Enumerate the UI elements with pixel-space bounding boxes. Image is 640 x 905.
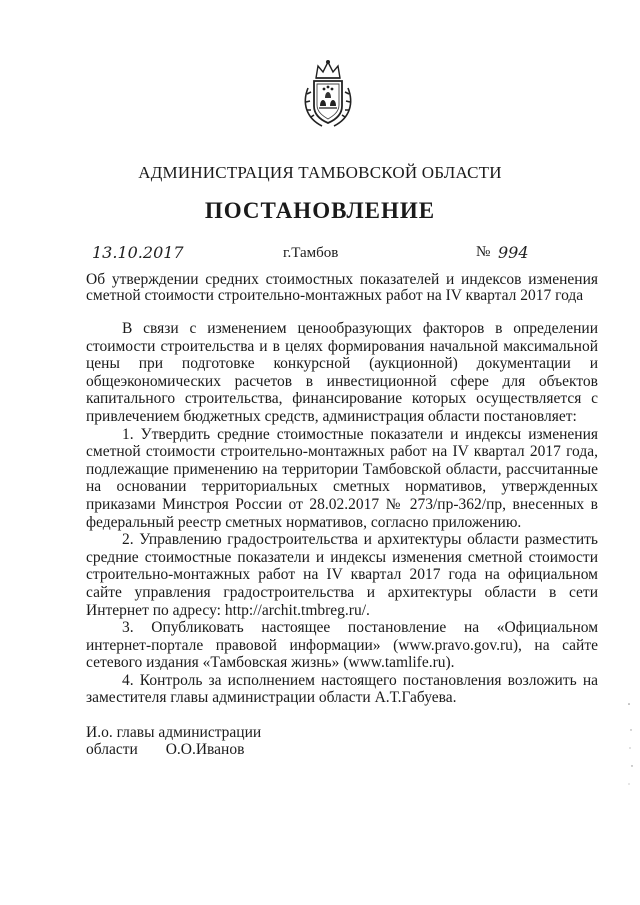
signature-block	[86, 724, 261, 758]
clause-2: 2. Управлению градостроительства и архитектуры области разместить средние стоимостные показатели и индексы изменения сметной стоимости строительно-монтажных работ на IV квартал 2017 года на официальном сайте управления градостроительства и архитектуры области в сети Интернет по адресу: http://archit.tmbreg.ru/.	[86, 531, 598, 619]
document-date: 13.10.2017	[92, 243, 184, 262]
signer-position: И.о. главы администрации	[86, 724, 262, 741]
signer-name: О.О.Иванов	[165, 741, 245, 758]
coat-of-arms-icon	[298, 58, 358, 130]
signer-position-region: области	[86, 741, 138, 758]
preamble-paragraph: В связи с изменением ценообразующих факторов в определении стоимости строительства и в целях формирования начальной максимальной цены при подготовке конкурсной (аукционной) документации и общеэкономических расчетов в инвестиционной сфере для объектов капитального строительства, финансирование которых осуществляется с привлечением бюджетных средств, администрация области постановляет:	[86, 320, 598, 425]
clause-4: 4. Контроль за исполнением настоящего постановления возложить на заместителя главы администрации области А.Т.Габуева.	[86, 671, 598, 707]
document-number: 994	[498, 243, 529, 262]
scan-artifacts	[620, 700, 636, 790]
document-body	[86, 320, 598, 707]
document-number-label: №	[476, 244, 491, 260]
clause-1: 1. Утвердить средние стоимостные показатели и индексы изменения сметной стоимости строительно-монтажных работ на IV квартал 2017 года, подлежащие применению на территории Тамбовской области, рассчитанные на основании территориальных сметных нормативов, утвержденных приказами Минстроя России от 28.02.2017 № 273/пр-362/пр, внесенных в федеральный реестр сметных нормативов, согласно приложению.	[86, 425, 598, 531]
document-type: ПОСТАНОВЛЕНИЕ	[204, 198, 436, 223]
document-subject: Об утверждении средних стоимостных показателей и индексов изменения сметной стоимости строительно-монтажных работ на IV квартал 2017 года	[86, 271, 598, 304]
document-city: г.Тамбов	[283, 245, 339, 261]
clause-3: 3. Опубликовать настоящее постановление на «Официальном интернет-портале правовой информации» (www.pravo.gov.ru), на сайте сетевого издания «Тамбовская жизнь» (www.tamlife.ru).	[86, 619, 598, 672]
organization-title: АДМИНИСТРАЦИЯ ТАМБОВСКОЙ ОБЛАСТИ	[138, 163, 502, 182]
